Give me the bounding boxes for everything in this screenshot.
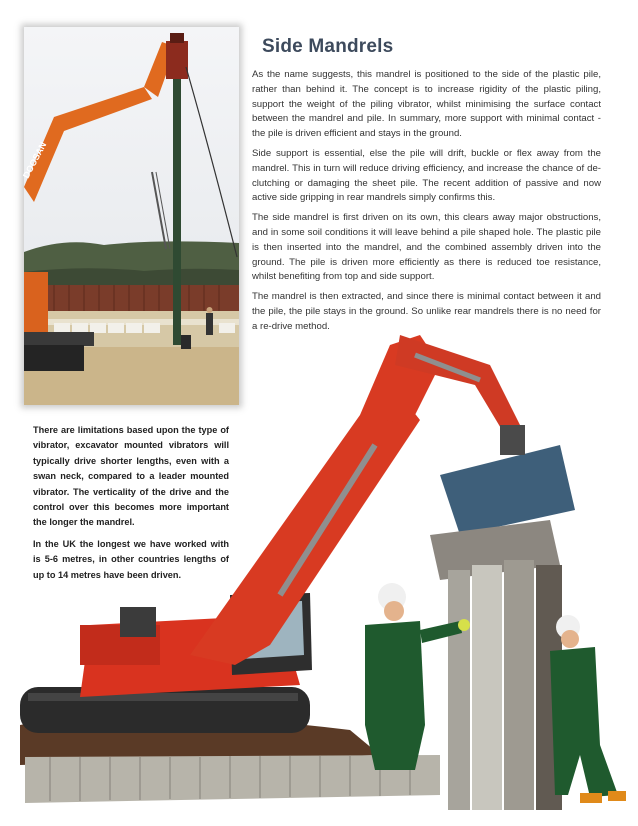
- note-paragraph: In the UK the longest we have worked with is 5-6 metres, in other countries lengths of up to 14 metres have been driven.: [33, 538, 229, 580]
- brand-logo: DOOSAN: [20, 140, 49, 180]
- note-paragraph: There are limitations based upon the type of vibrator, excavator mounted vibrators will typically drive shorter lengths, even with a swan neck, compared to a leader mounted vibrator. The verticality of the drive and the control over this becomes more important the longer the mandrel.: [33, 425, 229, 528]
- paragraph: Side support is essential, else the pile will drift, buckle or flex away from the mandrel. This in turn will reduce driving efficiency, and increase the chance of de-clutching or damaging the sheet pile. The recent addition of passive and now active side gripping in rear mandrels simply confirms this.: [252, 147, 601, 204]
- paragraph: As the name suggests, this mandrel is positioned to the side of the plastic pile, rather than behind it. The concept is to increase rigidity of the plastic piling, support the weight of the piling vibrator, whilst minimising the surface contact between the mandrel and pile. In summary, more support with minimal contact - the pile is driven efficient and stays in the ground.: [252, 69, 601, 140]
- page-title: Side Mandrels: [262, 36, 394, 57]
- body-text: [252, 68, 601, 340]
- paragraph: The side mandrel is first driven on its own, this clears away major obstructions, and in some soil conditions it will leave behind a pile shaped hole. The plastic pile is then inserted into the mandrel, and the combined assembly driven into the ground. The pile is driven more efficiently as there is reduced toe resistance, whilst benefiting from top and side support.: [252, 212, 601, 283]
- notes: [33, 423, 229, 589]
- paragraph: The mandrel is then extracted, and since there is minimal contact between it and the pile, the pile stays in the ground. So unlike rear mandrels there is no need for a re-drive method.: [252, 291, 601, 332]
